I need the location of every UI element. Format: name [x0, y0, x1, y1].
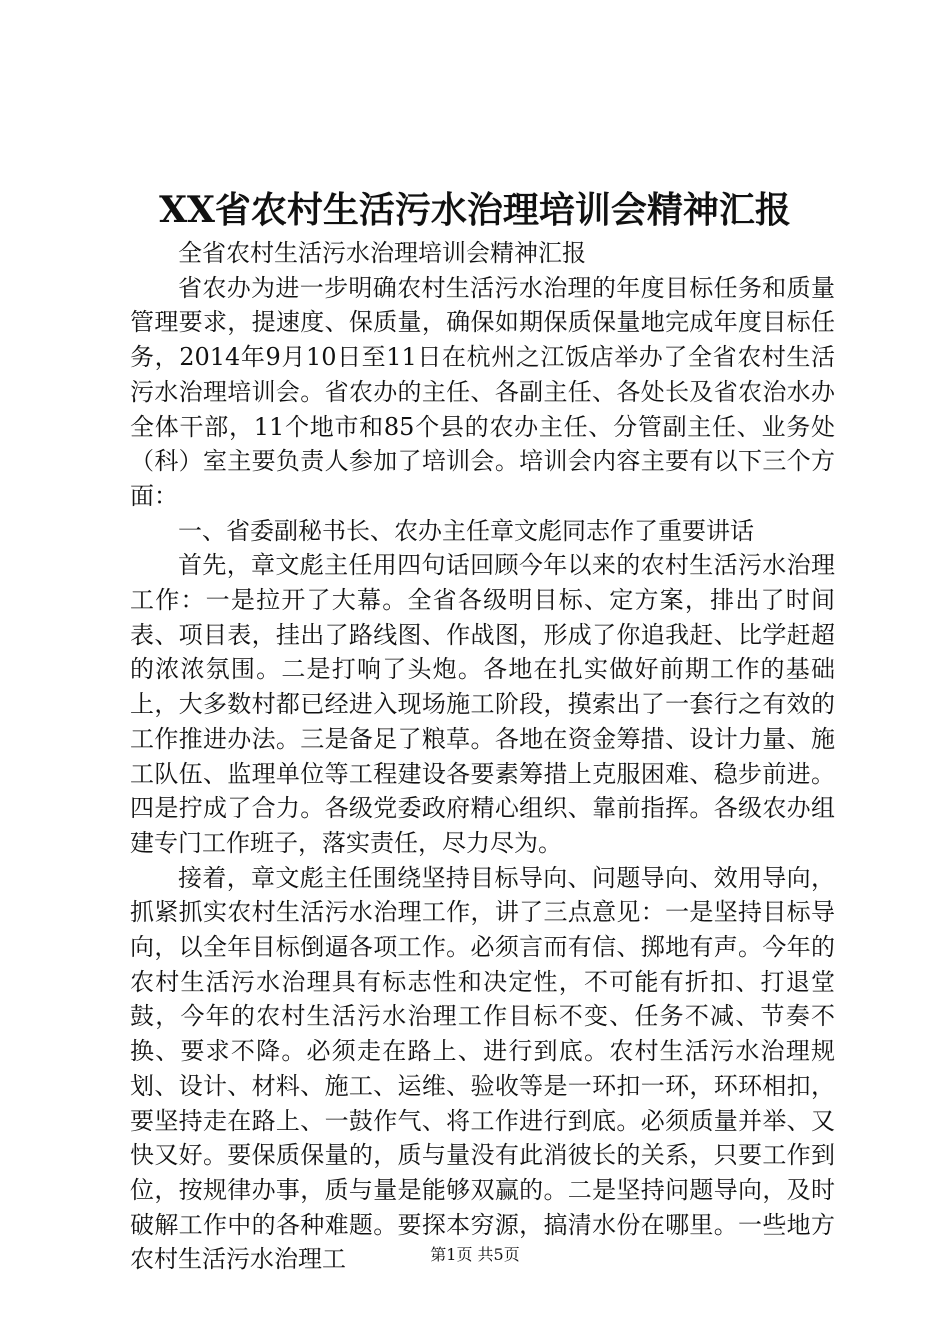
paragraph-intro: 省农办为进一步明确农村生活污水治理的年度目标任务和质量管理要求，提速度、保质量，确保如期保质保量地完成年度目标任务，2014年9月10日至11日在杭州之江饭店举办了全省农村生活污水治理培训会。省农办的主任、各副主任、各处长及省农治水办全体干部，11个地市和85个县的农办主任、分管副主任、业务处（科）室主要负责人参加了培训会。培训会内容主要有以下三个方面： — [130, 273, 835, 510]
document-body — [130, 236, 835, 1277]
paragraph-subtitle: 全省农村生活污水治理培训会精神汇报 — [178, 239, 586, 267]
page-footer: 第1页 共5页 — [430, 1245, 520, 1264]
paragraph-review: 首先，章文彪主任用四句话回顾今年以来的农村生活污水治理工作：一是拉开了大幕。全省各级明目标、定方案，排出了时间表、项目表，挂出了路线图、作战图，形成了你追我赶、比学赶超的浓浓氛围。二是打响了头炮。各地在扎实做好前期工作的基础上，大多数村都已经进入现场施工阶段，摸索出了一套行之有效的工作推进办法。三是备足了粮草。各地在资金筹措、设计力量、施工队伍、监理单位等工程建设各要素筹措上克服困难、稳步前进。四是拧成了合力。各级党委政府精心组织、靠前指挥。各级农办组建专门工作班子，落实责任，尽力尽为。 — [130, 551, 835, 857]
document-title: XX省农村生活污水治理培训会精神汇报 — [159, 189, 791, 231]
section-heading-1: 一、省委副秘书长、农办主任章文彪同志作了重要讲话 — [178, 516, 754, 545]
paragraph-opinions: 接着，章文彪主任围绕坚持目标导向、问题导向、效用导向，抓紧抓实农村生活污水治理工作，讲了三点意见：一是坚持目标导向，以全年目标倒逼各项工作。必须言而有信、掷地有声。今年的农村生活污水治理具有标志性和决定性，不可能有折扣、打退堂鼓，今年的农村生活污水治理工作目标不变、任务不减、节奏不换、要求不降。必须走在路上、进行到底。农村生活污水治理规划、设计、材料、施工、运维、验收等是一环扣一环，环环相扣，要坚持走在路上、一鼓作气、将工作进行到底。必须质量并举、又快又好。要保质保量的，质与量没有此消彼长的关系，只要工作到位，按规律办事，质与量是能够双赢的。二是坚持问题导向，及时破解工作中的各种难题。要探本穷源，搞清水份在哪里。一些地方农村生活污水治理工 — [130, 863, 835, 1274]
